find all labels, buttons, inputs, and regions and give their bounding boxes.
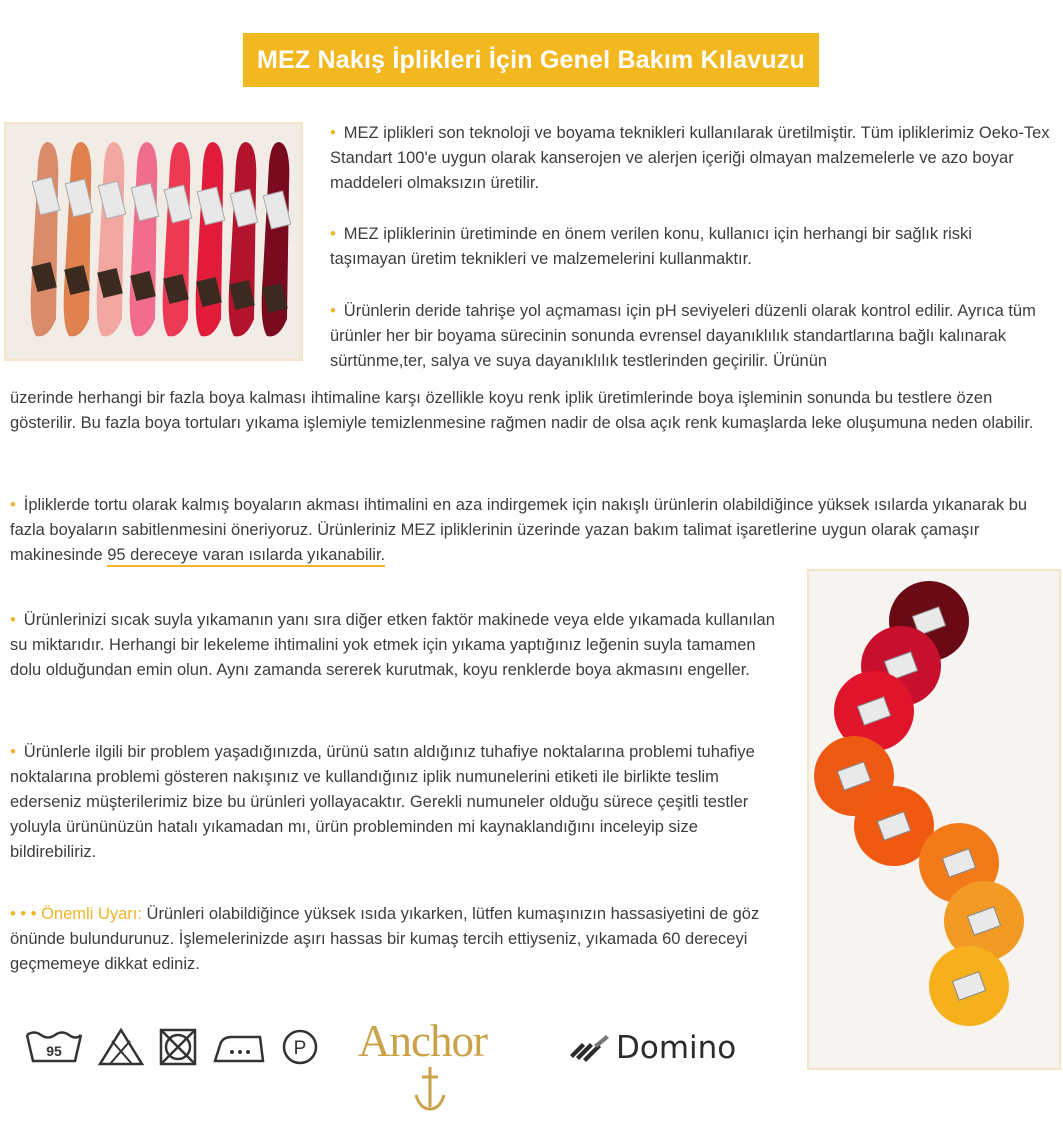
dry-clean-p-icon — [280, 1027, 320, 1067]
bullet: • — [330, 225, 336, 243]
paragraph-3-rest — [10, 386, 1055, 436]
paragraph-4 — [10, 493, 1045, 568]
skeins-illustration — [6, 124, 301, 359]
warning-text: Ürünleri olabildiğince yüksek ısıda yıkarken, lütfen kumaşınızın hassasiyetini de göz önünde bulundurunuz. İşlemelerinizde aşırı hassas bir kumaş tercih ettiyseniz, yıkamada 60 dereceyi geçmemeye dikkat ediniz. — [10, 905, 760, 973]
paragraph-6-text: Ürünlerle ilgili bir problem yaşadığınızda, ürünü satın aldığınız tuhafiye noktalarına problemi tuhafiye noktalarına problemi gösteren nakışınız ve kullandığınız iplik numunelerini etiketi ile birlikte teslim ederseniz müşterilerimiz bize bu ürünleri yollayacaktır. Gerekli numuneler olduğu sürece çeşitli testler yoluyla ürününüzün hatalı yıkamadan mı, ürün probleminden mi kaynaklandığını inceleyip size bildirebiliriz. — [10, 743, 755, 861]
bullet: • — [330, 124, 336, 142]
iron-icon — [212, 1027, 266, 1067]
domino-icon — [568, 1033, 610, 1063]
skeins-photo — [4, 122, 303, 361]
paragraph-1-text: MEZ iplikleri son teknoloji ve boyama teknikleri kullanılarak üretilmiştir. Tüm ipliklerimiz Oeko-Tex Standart 100'e uygun olarak kanserojen ve alerjen içeriği olmayan malzemelerle ve azo boyar maddeleri olmaksızın üretilir. — [330, 124, 1050, 192]
paragraph-3-start-text: Ürünlerin deride tahrişe yol açmaması için pH seviyeleri düzenli olarak kontrol edilir. Ayrıca tüm ürünler her bir boyama sürecinin sonunda evrensel dayanıklılık standartlarına bağlı kalınarak sürtünme,ter, salya ve suya dayanıklılık testlerinden geçirilir. Ürünün — [330, 302, 1036, 370]
paragraph-5-text: Ürünlerinizi sıcak suyla yıkamanın yanı sıra diğer etken faktör makinede veya elde yıkamada kullanılan su miktarıdır. Herhangi bir lekeleme ihtimalini yok etmek için yıkama yaptığınız leğenin suyla tamamen dolu olduğundan emin olun. Aynı zamanda sererek kurutmak, koyu renklerde boya akmasını engeller. — [10, 611, 775, 679]
wash-95-icon — [24, 1027, 84, 1067]
highlighted-temperature: 95 dereceye varan ısılarda yıkanabilir. — [107, 546, 385, 567]
title-banner — [243, 33, 819, 87]
paragraph-1 — [330, 121, 1050, 196]
warning-paragraph — [10, 902, 785, 977]
bullet: • — [330, 302, 336, 320]
thread-balls-photo — [807, 569, 1061, 1070]
care-symbols — [24, 1025, 320, 1069]
thread-balls-illustration — [809, 571, 1059, 1068]
paragraph-3-start — [330, 299, 1050, 374]
paragraph-2 — [330, 222, 1050, 272]
paragraph-5 — [10, 608, 785, 683]
no-tumble-dry-icon — [158, 1027, 198, 1067]
bleach-triangle-icon — [98, 1027, 144, 1067]
anchor-icon — [358, 1015, 518, 1115]
bullet: • — [10, 611, 16, 629]
bullet: • — [10, 743, 16, 761]
warning-prefix: • • • — [10, 905, 37, 923]
paragraph-4-text: İpliklerde tortu olarak kalmış boyaların akması ihtimalini en aza indirgemek için nakışlı ürünlerin olabildiğince yüksek ısılarda yıkanarak bu fazla boyaların sabitlenmesini öneriyoruz. Ürünleriniz MEZ ipliklerinin üzerinde yazan bakım talimat işaretlerine uygun olarak çamaşır makinesinde — [10, 496, 1028, 564]
paragraph-3-rest-text: üzerinde herhangi bir fazla boya kalması ihtimaline karşı özellikle koyu renk iplik üretimlerinde boya işleminin sonunda bu testlere özen gösterilir. Bu fazla boya tortuları yıkama işlemiyle temizlenmesine rağmen nadir de olsa açık renk kumaşlarda leke oluşumuna neden olabilir. — [10, 389, 1034, 432]
warning-label: Önemli Uyarı: — [41, 905, 142, 923]
anchor-logo — [358, 1015, 518, 1115]
paragraph-6 — [10, 740, 785, 865]
bullet: • — [10, 496, 16, 514]
anchor-brand-text: Anchor — [358, 1016, 487, 1066]
dry-clean-letter: P — [293, 1038, 307, 1059]
wash-temp-label: 95 — [46, 1043, 62, 1059]
domino-brand-text: Domino — [616, 1030, 737, 1066]
domino-logo — [568, 1025, 736, 1071]
page-title: MEZ Nakış İplikleri İçin Genel Bakım Kılavuzu — [256, 45, 806, 74]
paragraph-2-text: MEZ ipliklerinin üretiminde en önem verilen konu, kullanıcı için herhangi bir sağlık riski taşımayan üretim teknikleri ve malzemelerini kullanmaktır. — [330, 225, 972, 268]
